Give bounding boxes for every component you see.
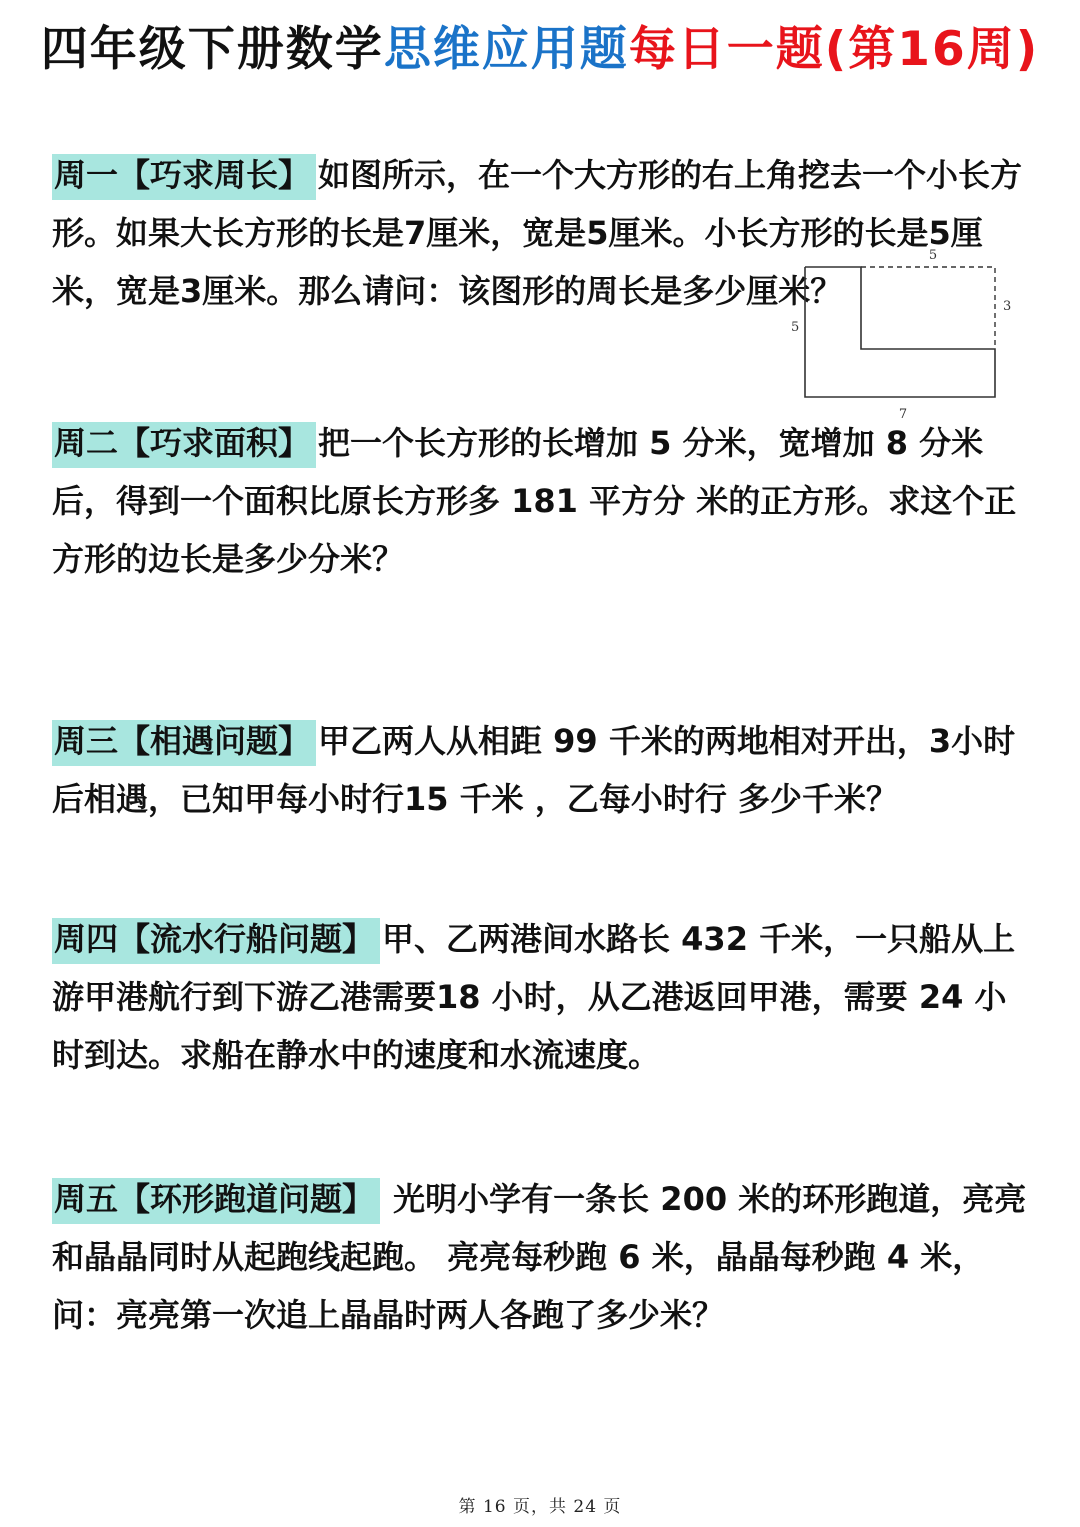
figure-label-left: 5 xyxy=(791,320,800,335)
problem-tag: 周五【环形跑道问题】 xyxy=(52,1178,380,1224)
figure-dashed-cut xyxy=(861,267,995,349)
problem-text: 甲乙两人从相距 99 千米的两地相对开出，3小时后相遇，已知甲每小时行15 千米 ，乙每小时行 多少千米？ xyxy=(52,722,1016,818)
figure-label-bottom: 7 xyxy=(898,407,908,422)
problem-tag: 周一【巧求周长】 xyxy=(52,154,316,200)
problem-tuesday xyxy=(52,414,1037,588)
title-part-3: 每日一题(第16周) xyxy=(628,22,1040,77)
title-part-2: 思维应用题 xyxy=(383,22,629,77)
problem-wednesday xyxy=(52,712,1037,828)
perimeter-figure xyxy=(785,242,1025,422)
figure-label-top: 5 xyxy=(928,248,938,263)
problem-tag: 周三【相遇问题】 xyxy=(52,720,316,766)
figure-label-right: 3 xyxy=(1003,299,1012,314)
problem-text: 光明小学有一条长 200 米的环形跑道，亮亮和晶晶同时从起跑线起跑。 亮亮每秒跑 6 米，晶晶每秒跑 4 米，问：亮亮第一次追上晶晶时两人各跑了多少米？ xyxy=(52,1180,1027,1334)
problem-text: 把一个长方形的长增加 5 分米，宽增加 8 分米后，得到一个面积比原长方形多 181 平方分 米的正方形。求这个正方形的边长是多少分米？ xyxy=(52,424,1017,578)
title-part-1: 四年级下册数学 xyxy=(40,22,384,77)
problem-friday xyxy=(52,1170,1037,1344)
page-title xyxy=(0,22,1080,78)
problem-text: 如图所示，在一个大方形的右上角挖去一个小长方形。如果大长方形的长是7厘米，宽是5厘米。小长方形的长是5厘米，宽是3厘米。那么请问：该图形的周长是多少厘米？ xyxy=(52,156,1023,310)
problem-tag: 周二【巧求面积】 xyxy=(52,422,316,468)
figure-outline xyxy=(805,267,995,397)
problem-text: 甲、乙两港间水路长 432 千米，一只船从上游甲港航行到下游乙港需要18 小时，从乙港返回甲港，需要 24 小时到达。求船在静水中的速度和水流速度。 xyxy=(52,920,1016,1074)
problem-tag: 周四【流水行船问题】 xyxy=(52,918,380,964)
problem-thursday xyxy=(52,910,1037,1084)
page-footer: 第 16 页，共 24 页 xyxy=(458,1497,622,1517)
